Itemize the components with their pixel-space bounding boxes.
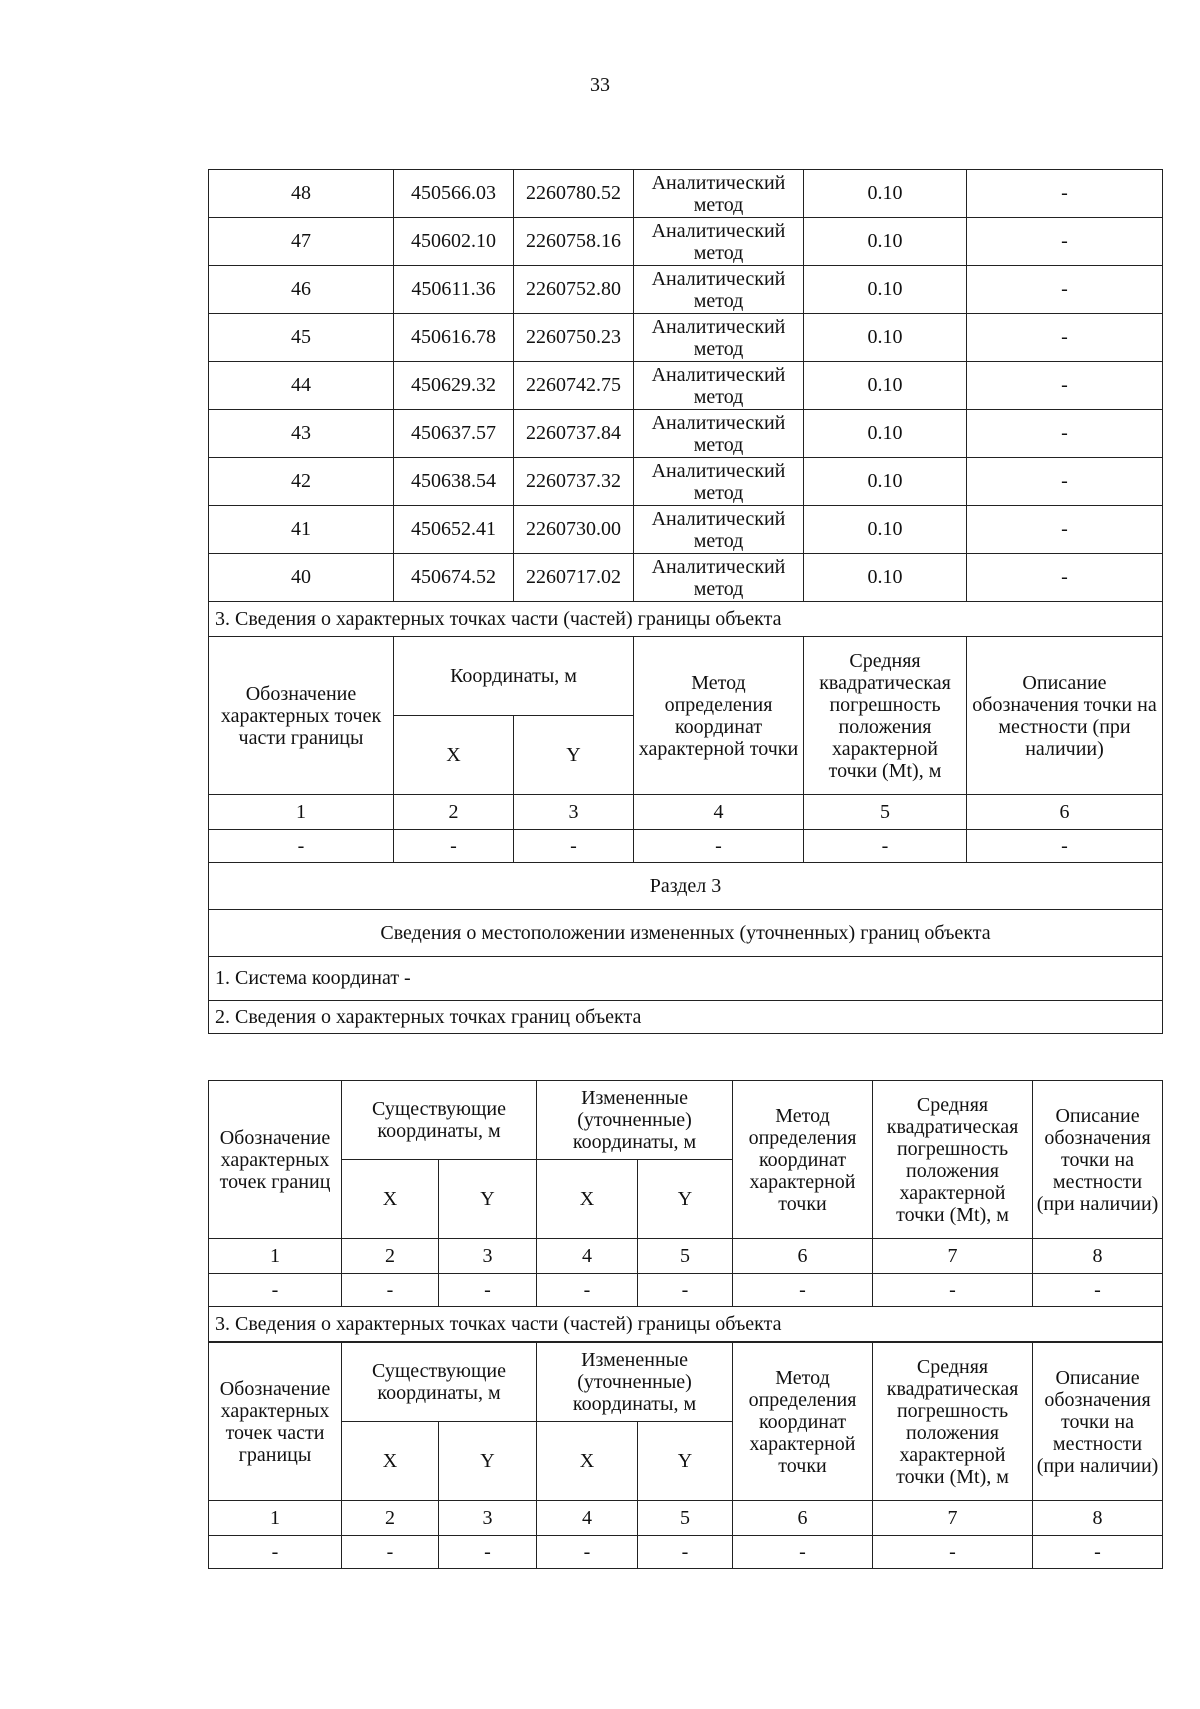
section-3-subtitle: Сведения о местоположении измененных (уточненных) границ объекта [209, 910, 1163, 957]
empty-cell: - [342, 1274, 439, 1307]
coord-y: 2260752.80 [514, 266, 634, 314]
header-y: Y [514, 716, 634, 795]
method-line-2: метод [693, 433, 744, 456]
method-line-2: метод [693, 241, 744, 264]
method-line-2: метод [693, 337, 744, 360]
coord-x: 450638.54 [394, 458, 514, 506]
table-row [209, 506, 1163, 554]
method-line-2: метод [693, 577, 744, 600]
description: - [967, 362, 1163, 410]
empty-row [209, 1536, 1163, 1569]
error-mt: 0.10 [804, 218, 967, 266]
column-number: 7 [873, 1239, 1033, 1274]
column-number: 6 [733, 1239, 873, 1274]
empty-cell: - [537, 1536, 638, 1569]
section-3-title: Раздел 3 [209, 863, 1163, 910]
error-mt: 0.10 [804, 506, 967, 554]
empty-cell: - [209, 1536, 342, 1569]
point-number: 44 [209, 362, 394, 410]
empty-cell: - [342, 1536, 439, 1569]
header-x-existing: X [342, 1160, 439, 1239]
description: - [967, 314, 1163, 362]
error-mt: 0.10 [804, 266, 967, 314]
description: - [967, 554, 1163, 602]
method-line-2: метод [693, 385, 744, 408]
header-designation: Обозначение характерных точек части границы [209, 1343, 342, 1501]
table-row [209, 362, 1163, 410]
coord-x: 450629.32 [394, 362, 514, 410]
header-error: Средняя квадратическая погрешность положения характерной точки (Mt), м [804, 637, 967, 795]
error-mt: 0.10 [804, 170, 967, 218]
column-number: 1 [209, 795, 394, 830]
table-row [209, 170, 1163, 218]
header-y-existing: Y [439, 1422, 537, 1501]
point-number: 47 [209, 218, 394, 266]
empty-cell: - [537, 1274, 638, 1307]
empty-cell: - [439, 1536, 537, 1569]
method-cell [634, 554, 804, 602]
part-3-title: 3. Сведения о характерных точках части (частей) границы объекта [209, 1307, 1163, 1342]
method-line-1: Аналитический [651, 507, 786, 530]
header-x-existing: X [342, 1422, 439, 1501]
method-cell [634, 266, 804, 314]
coord-x: 450611.36 [394, 266, 514, 314]
header-changed-coordinates: Измененные (уточненные) координаты, м [537, 1081, 733, 1160]
header-changed-coordinates: Измененные (уточненные) координаты, м [537, 1343, 733, 1422]
column-number: 1 [209, 1239, 342, 1274]
empty-cell: - [1033, 1536, 1163, 1569]
empty-cell: - [209, 830, 394, 863]
column-number: 4 [537, 1239, 638, 1274]
table-row [209, 554, 1163, 602]
part-points-title: 3. Сведения о характерных точках части (частей) границы объекта [209, 602, 1163, 637]
empty-cell: - [804, 830, 967, 863]
coord-x: 450674.52 [394, 554, 514, 602]
header-method: Метод определения координат характерной точки [634, 637, 804, 795]
coord-x: 450602.10 [394, 218, 514, 266]
table-row [209, 458, 1163, 506]
empty-cell: - [394, 830, 514, 863]
error-mt: 0.10 [804, 314, 967, 362]
description: - [967, 170, 1163, 218]
empty-cell: - [209, 1274, 342, 1307]
coord-y: 2260742.75 [514, 362, 634, 410]
header-description: Описание обозначения точки на местности (при наличии) [1033, 1081, 1163, 1239]
column-number: 4 [634, 795, 804, 830]
empty-cell: - [638, 1274, 733, 1307]
empty-cell: - [1033, 1274, 1163, 1307]
column-number: 6 [967, 795, 1163, 830]
method-line-1: Аналитический [651, 363, 786, 386]
description: - [967, 266, 1163, 314]
method-cell [634, 458, 804, 506]
changed-part-points-table [208, 1342, 1163, 1569]
column-numbers-row [209, 795, 1163, 830]
description: - [967, 458, 1163, 506]
method-cell [634, 170, 804, 218]
coord-x: 450637.57 [394, 410, 514, 458]
method-cell [634, 362, 804, 410]
coord-y: 2260730.00 [514, 506, 634, 554]
header-x: X [394, 716, 514, 795]
column-number: 5 [638, 1239, 733, 1274]
error-mt: 0.10 [804, 410, 967, 458]
method-line-2: метод [693, 481, 744, 504]
column-numbers-row [209, 1239, 1163, 1274]
empty-cell: - [873, 1536, 1033, 1569]
header-y-existing: Y [439, 1160, 537, 1239]
header-error: Средняя квадратическая погрешность положения характерной точки (Mt), м [873, 1343, 1033, 1501]
error-mt: 0.10 [804, 554, 967, 602]
method-line-1: Аналитический [651, 411, 786, 434]
header-x-changed: X [537, 1422, 638, 1501]
empty-row [209, 830, 1163, 863]
column-numbers-row [209, 1501, 1163, 1536]
table-row [209, 218, 1163, 266]
header-error: Средняя квадратическая погрешность положения характерной точки (Mt), м [873, 1081, 1033, 1239]
method-cell [634, 506, 804, 554]
description: - [967, 218, 1163, 266]
point-number: 48 [209, 170, 394, 218]
empty-cell: - [733, 1274, 873, 1307]
column-number: 8 [1033, 1239, 1163, 1274]
coord-y: 2260780.52 [514, 170, 634, 218]
method-cell [634, 314, 804, 362]
empty-cell: - [439, 1274, 537, 1307]
column-number: 8 [1033, 1501, 1163, 1536]
empty-cell: - [967, 830, 1163, 863]
column-number: 3 [514, 795, 634, 830]
header-description: Описание обозначения точки на местности (при наличии) [1033, 1343, 1163, 1501]
description: - [967, 506, 1163, 554]
boundary-points-body [209, 170, 1163, 602]
table-row [209, 266, 1163, 314]
point-number: 43 [209, 410, 394, 458]
method-cell [634, 218, 804, 266]
header-method: Метод определения координат характерной точки [733, 1081, 873, 1239]
empty-row [209, 1274, 1163, 1307]
point-number: 46 [209, 266, 394, 314]
column-number: 6 [733, 1501, 873, 1536]
column-number: 2 [342, 1501, 439, 1536]
header-method: Метод определения координат характерной точки [733, 1343, 873, 1501]
method-line-2: метод [693, 529, 744, 552]
column-number: 2 [342, 1239, 439, 1274]
part-points-section [209, 602, 1163, 1034]
coord-y: 2260737.84 [514, 410, 634, 458]
method-line-1: Аналитический [651, 555, 786, 578]
empty-cell: - [638, 1536, 733, 1569]
header-existing-coordinates: Существующие координаты, м [342, 1081, 537, 1160]
table-row [209, 314, 1163, 362]
column-number: 5 [638, 1501, 733, 1536]
coord-y: 2260717.02 [514, 554, 634, 602]
coord-x: 450652.41 [394, 506, 514, 554]
changed-boundary-points-table [208, 1080, 1163, 1342]
column-number: 4 [537, 1501, 638, 1536]
header-y-changed: Y [638, 1422, 733, 1501]
part-2-title: 2. Сведения о характерных точках границ объекта [209, 1001, 1163, 1034]
coord-y: 2260750.23 [514, 314, 634, 362]
empty-cell: - [873, 1274, 1033, 1307]
coord-y: 2260758.16 [514, 218, 634, 266]
header-x-changed: X [537, 1160, 638, 1239]
point-number: 40 [209, 554, 394, 602]
method-line-2: метод [693, 289, 744, 312]
table-row [209, 410, 1163, 458]
header-coordinates: Координаты, м [394, 637, 634, 716]
method-line-1: Аналитический [651, 171, 786, 194]
method-line-1: Аналитический [651, 459, 786, 482]
header-y-changed: Y [638, 1160, 733, 1239]
column-number: 2 [394, 795, 514, 830]
method-line-1: Аналитический [651, 315, 786, 338]
description: - [967, 410, 1163, 458]
header-designation: Обозначение характерных точек границ [209, 1081, 342, 1239]
coord-y: 2260737.32 [514, 458, 634, 506]
column-number: 1 [209, 1501, 342, 1536]
empty-cell: - [514, 830, 634, 863]
point-number: 41 [209, 506, 394, 554]
method-line-2: метод [693, 193, 744, 216]
page-number: 33 [590, 74, 610, 96]
header-existing-coordinates: Существующие координаты, м [342, 1343, 537, 1422]
header-designation: Обозначение характерных точек части границы [209, 637, 394, 795]
boundary-points-table [208, 169, 1163, 1034]
method-line-1: Аналитический [651, 267, 786, 290]
column-number: 3 [439, 1239, 537, 1274]
coord-x: 450616.78 [394, 314, 514, 362]
method-line-1: Аналитический [651, 219, 786, 242]
error-mt: 0.10 [804, 458, 967, 506]
empty-cell: - [733, 1536, 873, 1569]
column-number: 5 [804, 795, 967, 830]
column-number: 3 [439, 1501, 537, 1536]
method-cell [634, 410, 804, 458]
point-number: 45 [209, 314, 394, 362]
error-mt: 0.10 [804, 362, 967, 410]
coord-x: 450566.03 [394, 170, 514, 218]
point-number: 42 [209, 458, 394, 506]
coordinate-system: 1. Система координат - [209, 957, 1163, 1001]
column-number: 7 [873, 1501, 1033, 1536]
empty-cell: - [634, 830, 804, 863]
header-description: Описание обозначения точки на местности (при наличии) [967, 637, 1163, 795]
